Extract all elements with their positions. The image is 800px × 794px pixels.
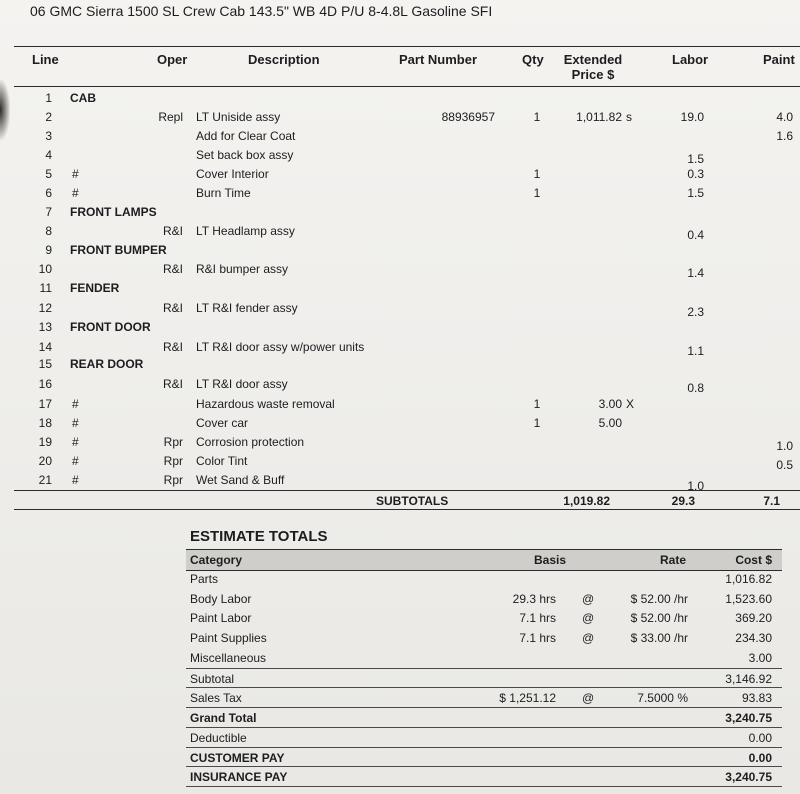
row-20-mark: # (72, 454, 79, 468)
row-12-desc: LT R&I fender assy (196, 301, 298, 315)
estimate-at: @ (582, 631, 595, 645)
row-18-desc: Cover car (196, 416, 249, 430)
row-15-line: 15 (38, 357, 52, 371)
row-2-labor: 19.0 (680, 110, 704, 124)
estimate-category: INSURANCE PAY (190, 770, 288, 784)
row-21-desc: Wet Sand & Buff (196, 473, 285, 487)
subtotals-labor: 29.3 (671, 494, 695, 508)
row-13-line: 13 (38, 320, 52, 334)
row-11-line: 11 (39, 281, 52, 295)
row-20-desc: Color Tint (196, 454, 248, 468)
row-8-line: 8 (45, 224, 52, 238)
vehicle-description: 06 GMC Sierra 1500 SL Crew Cab 143.5" WB 4D P/U 8-4.8L Gasoline SFI (30, 3, 493, 19)
row-14-desc: LT R&I door assy w/power units (196, 340, 365, 354)
row-5-labor: 0.3 (687, 167, 704, 181)
row-11-desc: FENDER (70, 281, 120, 295)
row-2-desc: LT Uniside assy (196, 110, 281, 124)
row-19-desc: Corrosion protection (196, 435, 305, 449)
row-8-oper: R&I (162, 224, 183, 238)
row-16-desc: LT R&I door assy (196, 377, 288, 391)
row-13-desc: FRONT DOOR (70, 320, 151, 334)
estimate-at: @ (582, 691, 595, 705)
row-7-line: 7 (45, 205, 52, 219)
estimate-row (186, 766, 782, 787)
estimate-basis: $ 1,251.12 (499, 691, 556, 705)
row-2-line: 2 (45, 110, 52, 124)
row-3-desc: Add for Clear Coat (196, 129, 296, 143)
estimate-basis: 29.3 hrs (512, 592, 556, 606)
row-5-mark: # (72, 167, 79, 181)
header-rule-bottom (14, 86, 800, 87)
estimate-category: CUSTOMER PAY (190, 751, 285, 765)
estimate-category: Grand Total (190, 711, 257, 725)
row-19-paint: 1.0 (776, 439, 793, 453)
estimate-category: Paint Supplies (190, 631, 267, 645)
row-19-line: 19 (38, 435, 52, 449)
row-2-flag: s (626, 110, 632, 124)
row-2-part: 88936957 (441, 110, 495, 124)
row-14-labor: 1.1 (687, 344, 704, 358)
row-3-paint: 1.6 (776, 129, 793, 143)
row-17-mark: # (72, 397, 79, 411)
header-qty: Qty (522, 52, 544, 67)
row-6-line: 6 (45, 186, 52, 200)
row-17-qty: 1 (533, 397, 541, 411)
row-17-price: 3.00 (598, 397, 622, 411)
row-10-desc: R&I bumper assy (196, 262, 289, 276)
estimate-rate: 7.5000 % (637, 691, 688, 705)
header-description: Description (248, 52, 320, 67)
estimate-row (186, 707, 782, 728)
finger-shadow (0, 80, 10, 140)
row-16-labor: 0.8 (687, 381, 704, 395)
header-price: Price $ (571, 67, 615, 82)
row-18-qty: 1 (533, 416, 541, 430)
row-10-labor: 1.4 (687, 266, 704, 280)
estimate-row (186, 608, 782, 628)
row-19-oper: Rpr (163, 435, 183, 449)
row-17-line: 17 (38, 397, 52, 411)
row-9-line: 9 (45, 243, 52, 257)
estimate-category: Sales Tax (190, 691, 242, 705)
row-2-oper: Repl (158, 110, 183, 124)
row-6-labor: 1.5 (687, 186, 704, 200)
row-21-labor: 1.0 (687, 479, 704, 493)
row-1-desc: CAB (70, 91, 96, 105)
estimate-row (186, 628, 782, 648)
estimate-category: Body Labor (190, 592, 252, 606)
row-6-qty: 1 (533, 186, 541, 200)
row-12-line: 12 (38, 301, 52, 315)
estimate-bottom-rule (186, 786, 782, 787)
row-10-oper: R&I (162, 262, 183, 276)
row-4-desc: Set back box assy (196, 148, 294, 162)
header-labor: Labor (672, 52, 709, 67)
row-1-line: 1 (45, 91, 52, 105)
row-18-line: 18 (38, 416, 52, 430)
row-16-line: 16 (38, 377, 52, 391)
estimate-category: Subtotal (190, 672, 235, 686)
header-extended: Extended (563, 52, 623, 67)
header-line: Line (32, 52, 59, 67)
estimate-cost: 93.83 (741, 691, 772, 705)
row-20-oper: Rpr (163, 454, 183, 468)
row-3-line: 3 (45, 129, 52, 143)
row-8-desc: LT Headlamp assy (196, 224, 295, 238)
row-18-mark: # (72, 416, 79, 430)
row-21-mark: # (72, 473, 79, 487)
row-6-mark: # (72, 186, 79, 200)
estimate-basis: 7.1 hrs (519, 631, 556, 645)
header-part-number: Part Number (399, 52, 478, 67)
subtotals-label: SUBTOTALS (376, 494, 449, 508)
estimate-at: @ (582, 592, 595, 606)
estimate-row (186, 648, 782, 668)
row-2-qty: 1 (533, 110, 541, 124)
row-19-mark: # (72, 435, 79, 449)
subtotals-paint: 7.1 (763, 494, 780, 508)
estimate-rate: $ 52.00 /hr (630, 592, 688, 606)
row-9-desc: FRONT BUMPER (70, 243, 167, 257)
subtotals-price: 1,019.82 (563, 494, 610, 508)
estimate-row (186, 569, 782, 589)
row-21-line: 21 (38, 473, 52, 487)
estimate-category: Miscellaneous (190, 651, 267, 665)
row-17-flag: X (626, 397, 635, 411)
estimate-header-row (186, 549, 782, 571)
estimate-at: @ (582, 611, 595, 625)
estimate-rate: $ 33.00 /hr (630, 631, 688, 645)
row-2-price: 1,011.82 (576, 110, 622, 124)
estimate-row (186, 589, 782, 609)
row-20-line: 20 (38, 454, 52, 468)
estimate-header-basis: Basis (534, 553, 567, 567)
row-5-desc: Cover Interior (196, 167, 269, 181)
subtotal-rule-top (14, 490, 800, 491)
subtotal-rule-bottom (14, 509, 800, 510)
row-12-labor: 2.3 (687, 305, 704, 319)
row-7-desc: FRONT LAMPS (70, 205, 157, 219)
row-15-desc: REAR DOOR (70, 357, 144, 371)
estimate-cost: 234.30 (735, 631, 772, 645)
row-2-paint: 4.0 (776, 110, 793, 124)
row-18-price: 5.00 (598, 416, 622, 430)
row-17-desc: Hazardous waste removal (196, 397, 335, 411)
estimate-row (186, 668, 782, 689)
estimate-cost: 3.00 (748, 651, 772, 665)
estimate-cost: 3,240.75 (725, 711, 772, 725)
estimate-cost: 1,016.82 (725, 572, 772, 586)
estimate-basis: 7.1 hrs (519, 611, 556, 625)
row-6-desc: Burn Time (196, 186, 251, 200)
row-21-oper: Rpr (163, 473, 183, 487)
estimate-cost: 1,523.60 (725, 592, 772, 606)
row-4-labor: 1.5 (687, 152, 704, 166)
estimate-cost: 0.00 (748, 751, 772, 765)
estimate-header-rate: Rate (660, 553, 687, 567)
row-4-line: 4 (45, 148, 52, 162)
estimate-cost: 369.20 (735, 611, 772, 625)
estimate-row (186, 727, 782, 748)
header-rule-top (14, 46, 800, 47)
row-16-oper: R&I (162, 377, 183, 391)
estimate-header-cost: Cost $ (735, 553, 772, 567)
header-oper: Oper (157, 52, 188, 67)
estimate-category: Parts (190, 572, 219, 586)
row-12-oper: R&I (162, 301, 183, 315)
estimate-rate: $ 52.00 /hr (630, 611, 688, 625)
estimate-row (186, 747, 782, 768)
estimate-header-category: Category (190, 553, 243, 567)
estimate-totals-title: ESTIMATE TOTALS (190, 528, 328, 545)
row-14-oper: R&I (162, 340, 183, 354)
estimate-category: Deductible (190, 731, 247, 745)
row-14-line: 14 (38, 340, 52, 354)
row-8-labor: 0.4 (687, 228, 704, 242)
estimate-cost: 0.00 (748, 731, 772, 745)
header-paint: Paint (763, 52, 795, 67)
estimate-row (186, 687, 782, 708)
row-10-line: 10 (38, 262, 52, 276)
row-5-line: 5 (45, 167, 52, 181)
estimate-category: Paint Labor (190, 611, 252, 625)
row-5-qty: 1 (533, 167, 541, 181)
estimate-cost: 3,146.92 (725, 672, 772, 686)
row-20-paint: 0.5 (776, 458, 793, 472)
estimate-cost: 3,240.75 (725, 770, 772, 784)
